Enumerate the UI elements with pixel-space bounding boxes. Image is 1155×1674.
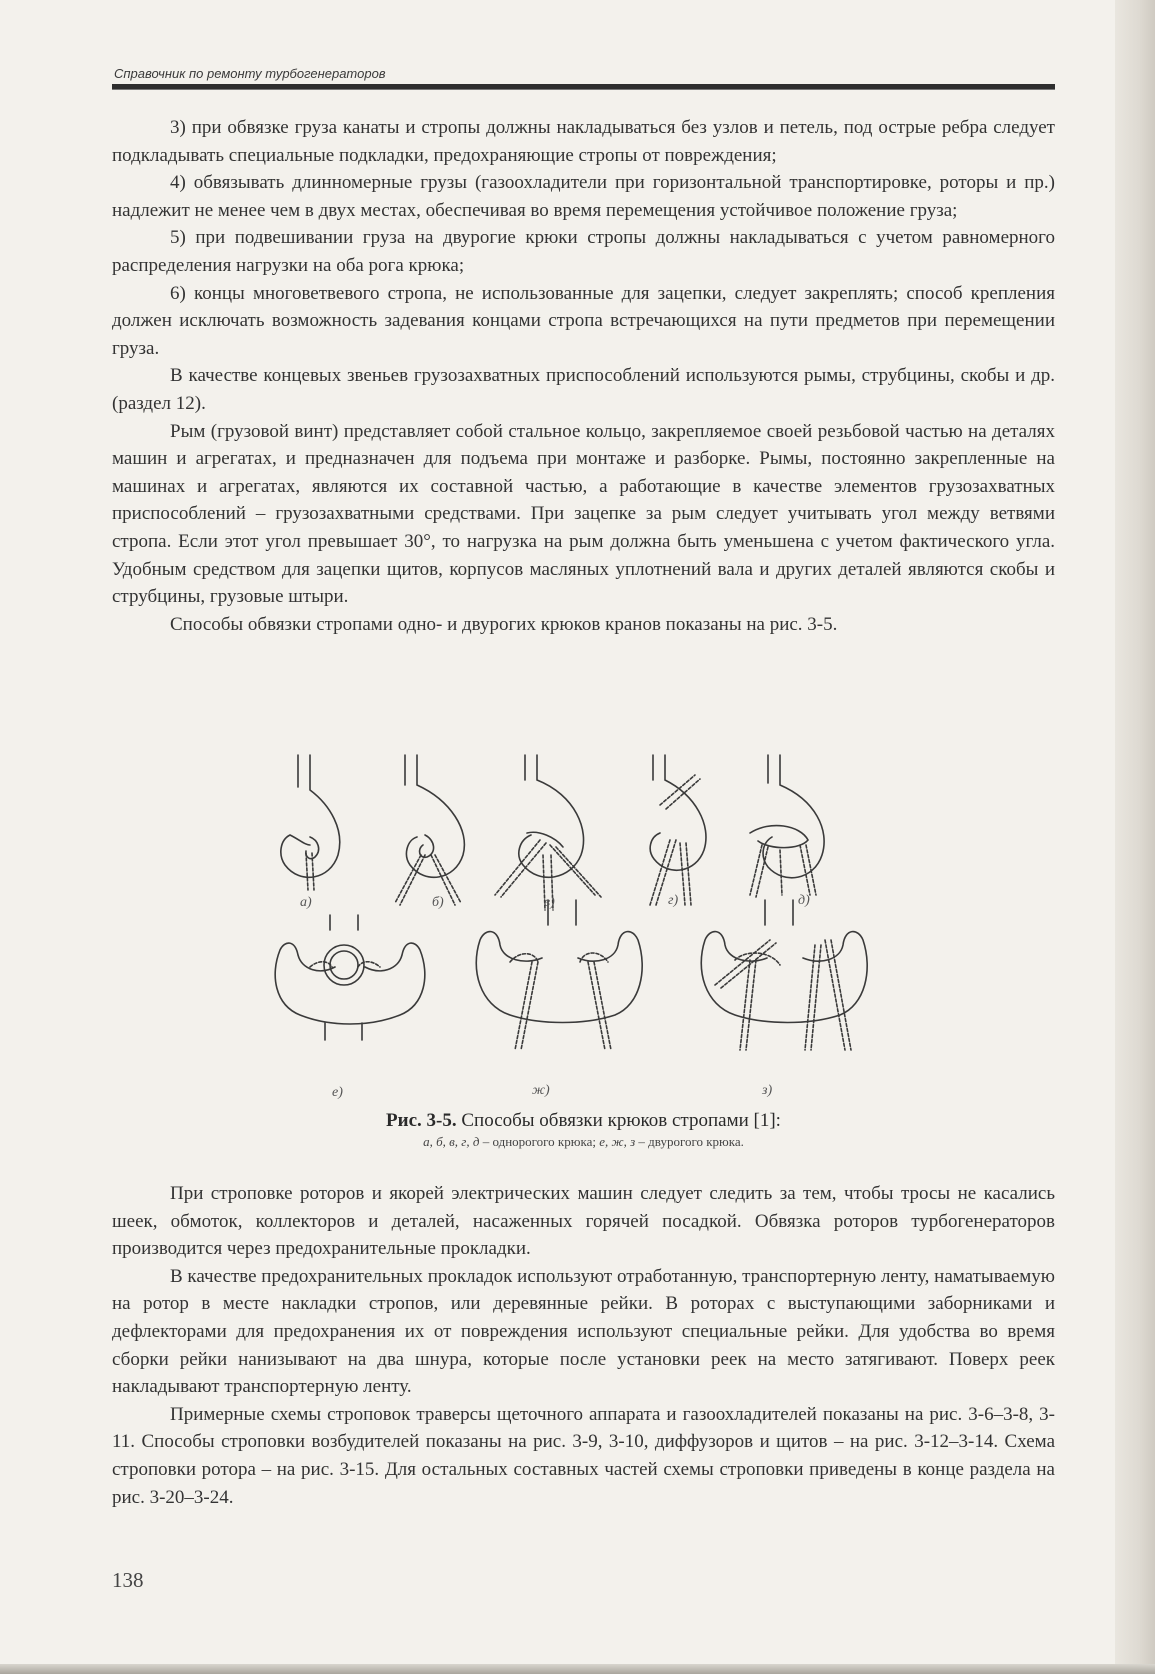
caption-title: Способы обвязки крюков стропами [1]: — [461, 1110, 781, 1131]
paragraph: В качестве концевых звеньев грузозахватных приспособлений используются рымы, струбцины, скобы и др. (раздел 12). — [112, 365, 1055, 414]
figure-label: е) — [332, 1085, 343, 1100]
page-edge-shadow — [1115, 0, 1155, 1674]
running-header — [112, 66, 1055, 90]
paragraph: 3) при обвязке груза канаты и стропы должны накладываться без узлов и петель, под острые ребра следует подкладывать специальные подкладки, предохраняющие стропы от повреждения; — [112, 117, 1055, 166]
text-block-top — [112, 114, 1055, 638]
double-hook-f-illustration — [275, 915, 425, 1040]
paragraph: В качестве предохранительных прокладок используют отработанную, транспортерную ленту, наматываемую на ротор в месте накладки стропов, или деревянные рейки. В роторах с выступающими заборниками и дефлекторами для предохранения их от повреждения используют специальные рейки. Для удобства во время сборки рейки нанизывают на два шнура, которые после установки реек на место затягивают. Поверх реек накладывают транспортерную ленту. — [112, 1265, 1055, 1398]
double-hook-g-illustration — [476, 900, 642, 1050]
caption-text-single: – однорогого крюка; — [479, 1134, 600, 1149]
paragraph: 5) при подвешивании груза на двурогие крюки стропы должны накладываться с учетом равномерного распределения нагрузки на оба рога крюка; — [112, 227, 1055, 276]
figure-caption — [112, 1110, 1055, 1150]
hook-c-illustration — [495, 755, 601, 910]
hook-illustration — [270, 745, 900, 1110]
header-title: Справочник по ремонту турбогенераторов — [114, 66, 386, 81]
caption-letters-double: е, ж, з — [599, 1134, 636, 1149]
figure-3-5 — [270, 745, 900, 1110]
hook-b-illustration — [395, 755, 464, 905]
paragraph: При строповке роторов и якорей электрических машин следует следить за тем, чтобы тросы не касались шеек, обмоток, коллекторов и деталей, насаженных горячей посадкой. Обвязка роторов турбогенераторов производится через предохранительные прокладки. — [112, 1183, 1055, 1260]
double-hook-h-illustration — [701, 900, 867, 1050]
header-rule — [112, 84, 1055, 90]
caption-legend — [112, 1134, 1055, 1150]
figure-label: ж) — [532, 1083, 550, 1098]
caption-text-double: – двурогого крюка. — [635, 1134, 744, 1149]
text-block-bottom — [112, 1180, 1055, 1511]
caption-number: Рис. 3-5. — [386, 1110, 457, 1131]
paragraph: Примерные схемы строповок траверсы щеточного аппарата и газоохладителей показаны на рис. 3-6–3-8, 3-11. Способы строповки возбудителей показаны на рис. 3-9, 3-10, диффузоров и щитов – на рис. 3-12–3-14. Схема строповки ротора – на рис. 3-15. Для остальных составных частей схемы строповки приведены в конце раздела на рис. 3-20–3-24. — [112, 1403, 1055, 1508]
hook-a-illustration — [281, 755, 340, 890]
figure-label: з) — [762, 1083, 773, 1098]
caption-main — [112, 1110, 1055, 1132]
caption-letters-single: а, б, в, г, д — [423, 1134, 480, 1149]
page-bottom-edge — [0, 1664, 1155, 1674]
figure-label: д) — [798, 893, 810, 908]
page-number: 138 — [112, 1568, 144, 1592]
paragraph: Рым (грузовой винт) представляет собой стальное кольцо, закрепляемое своей резьбовой частью на деталях машин и агрегатах, и предназначен для подъема при монтаже и разборке. Рымы, постоянно закрепленные на машинах и агрегатах, являются их составной частью, а работающие в качестве элементов грузозахватных приспособлений – грузозахватными средствами. При зацепке за рым следует учитывать угол между ветвями стропа. Если этот угол превышает 30°, то нагрузка на рым должна быть уменьшена с учетом фактического угла. Удобным средством для зацепки щитов, корпусов масляных уплотнений вала и других деталей являются скобы и струбцины, грузовые штыри. — [112, 420, 1055, 608]
hook-e-illustration — [750, 755, 824, 897]
paragraph: 4) обвязывать длинномерные грузы (газоохладители при горизонтальной транспортировке, роторы и пр.) надлежит не менее чем в двух местах, обеспечивая во время перемещения устойчивое положение груза; — [112, 172, 1055, 221]
paragraph: 6) концы многоветвевого стропа, не использованные для зацепки, следует закреплять; способ крепления должен исключать возможность задевания концами стропа встречающихся на пути предметов при перемещении груза. — [112, 282, 1055, 359]
figure-label: в) — [544, 895, 555, 910]
figure-label: г) — [668, 893, 679, 908]
paragraph: Способы обвязки стропами одно- и двурогих крюков кранов показаны на рис. 3-5. — [170, 613, 838, 635]
figure-label: а) — [300, 895, 312, 910]
figure-label: б) — [432, 895, 444, 910]
hook-d-illustration — [650, 755, 706, 905]
